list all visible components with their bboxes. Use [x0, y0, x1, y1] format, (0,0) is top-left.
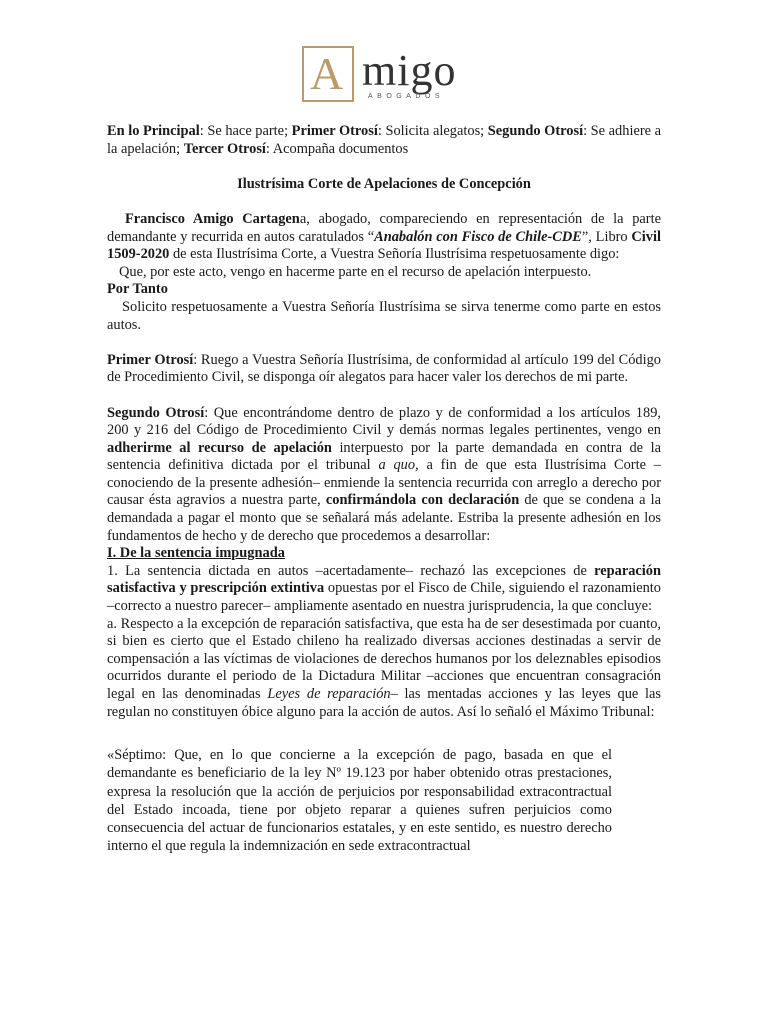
intro-text: de esta Ilustrísima Corte, a Vuestra Señoría Ilustrísima respetuosamente digo: [169, 246, 620, 263]
primer-otrosi-label: Primer Otrosí [107, 351, 194, 368]
segundo-text: de que se condena a la demandada a pagar el monto que se señalará más adelante. Estriba la presente adhesión en los fundamentos de hecho y de derecho que procedemos a desarrollar: [107, 492, 662, 544]
sumilla [107, 123, 661, 158]
case-name: Anabalón con Fisco de Chile-CDE [374, 228, 582, 245]
case-rol: Civil 1509-2020 [107, 228, 661, 263]
leyes-reparacion: Leyes de reparación [267, 686, 391, 702]
segundo-text: : Que encontrándome dentro de plazo y de conformidad a los artículos 189, 200 y 216 del Código de Procedimiento Civil y demás normas legales pertinentes, vengo en [107, 404, 661, 439]
section-1-title: I. De la sentencia impugnada [107, 545, 285, 562]
adhesion-phrase: adherirme al recurso de apelación [107, 439, 332, 456]
point-1-text: 1. La sentencia dictada en autos –acertadamente– rechazó las excepciones de [107, 562, 595, 579]
segundo-otrosi-label: Segundo Otrosí [107, 404, 205, 421]
logo-subtitle: ABOGADOS [368, 93, 445, 100]
logo-letter: A [310, 48, 344, 99]
point-1-paragraph [107, 563, 661, 616]
por-tanto-label: Por Tanto [107, 281, 168, 298]
logo-word: migo [362, 46, 457, 95]
intro-text: , abogado, compareciendo en representación de la parte demandante y recurrida en autos caratulados “ [107, 210, 661, 245]
primer-otrosi-paragraph [107, 352, 661, 387]
attorney-name-suffix: a [299, 210, 307, 227]
point-a-paragraph [107, 616, 661, 722]
firm-logo [302, 46, 468, 108]
intro-text: ”, Libro [581, 228, 632, 245]
segundo-text: interpuesto por la parte demandada en contra de la sentencia definitiva dictada por el tribunal [107, 439, 661, 474]
por-tanto-heading [107, 281, 661, 299]
que-paragraph: Que, por este acto, vengo en hacerme parte en el recurso de apelación interpuesto. [119, 263, 592, 280]
sumilla-tercer-otrosi: Tercer Otrosí [183, 140, 266, 157]
confirmandola-phrase: confirmándola con declaración [325, 492, 520, 509]
document-body [107, 123, 661, 855]
attorney-name: Francisco Amigo Cartagen [125, 210, 300, 227]
jurisprudence-quote: «Séptimo: Que, en lo que concierne a la excepción de pago, basada en que el demandante es beneficiario de la ley Nº 19.123 por haber obtenido otras prestaciones, expresa la resolución que la acción de perjuicios por responsabilidad extracontractual del Estado incoada, tiene por objeto reparar a quienes sufren perjuicios como consecuencia del actuar de funcionarios estatales, y en este sentido, es nuestro derecho interno el que regula la indemnización en sede extracontractual [107, 747, 612, 855]
sumilla-text: : Se hace parte; [199, 123, 292, 139]
segundo-otrosi-paragraph [107, 405, 661, 546]
sumilla-text: : Acompaña documentos [265, 140, 409, 157]
a-quo: a quo, [378, 457, 419, 474]
sumilla-primer-otrosi: Primer Otrosí [291, 123, 378, 139]
segundo-text: a fin de que esta Ilustrísima Corte –conociendo de la presente adhesión– enmiende la sentencia recurrida con arreglo a derecho por causar ésta agravios a nuestra parte, [107, 457, 661, 509]
point-a-text: – las mentadas acciones y las leyes que las regulan no constituyen óbice alguno para la acción de autos. Así lo señaló el Máximo Tribunal: [107, 686, 661, 720]
solicito-paragraph: Solicito respetuosamente a Vuestra Señoría Ilustrísima se sirva tenerme como parte en estos autos. [107, 298, 661, 333]
excepciones-phrase: reparación satisfactiva y prescripción extintiva [107, 562, 661, 597]
primer-otrosi-text: : Ruego a Vuestra Señoría Ilustrísima, de conformidad al artículo 199 del Código de Procedimiento Civil, se disponga oír alegatos para hacer valer los derechos de mi parte. [107, 351, 662, 386]
sumilla-text: : Solicita alegatos; [377, 123, 488, 139]
intro-paragraph [107, 211, 661, 264]
sumilla-segundo-otrosi: Segundo Otrosí [487, 123, 584, 139]
point-a-text: a. Respecto a la excepción de reparación satisfactiva, que esta ha de ser desestimada por cuanto, si bien es cierto que el Estado chileno ha realizado diversas acciones destinadas a servir de compensación a las víctimas de violaciones de derechos humanos por los deleznables episodios ocurridos durante el periodo de la Dictadura Militar –acciones que encuentran consagración legal en las denominadas [107, 615, 661, 702]
court-title: Ilustrísima Corte de Apelaciones de Concepción [237, 175, 531, 192]
section-heading [107, 545, 661, 563]
sumilla-principal: En lo Principal [107, 123, 200, 139]
point-1-text: opuestas por el Fisco de Chile, siguiendo el razonamiento –correcto a nuestro parecer– ampliamente asentado en nuestra jurisprudencia, la que concluye: [107, 580, 661, 615]
sumilla-text: : Se adhiere a la apelación; [107, 123, 661, 157]
